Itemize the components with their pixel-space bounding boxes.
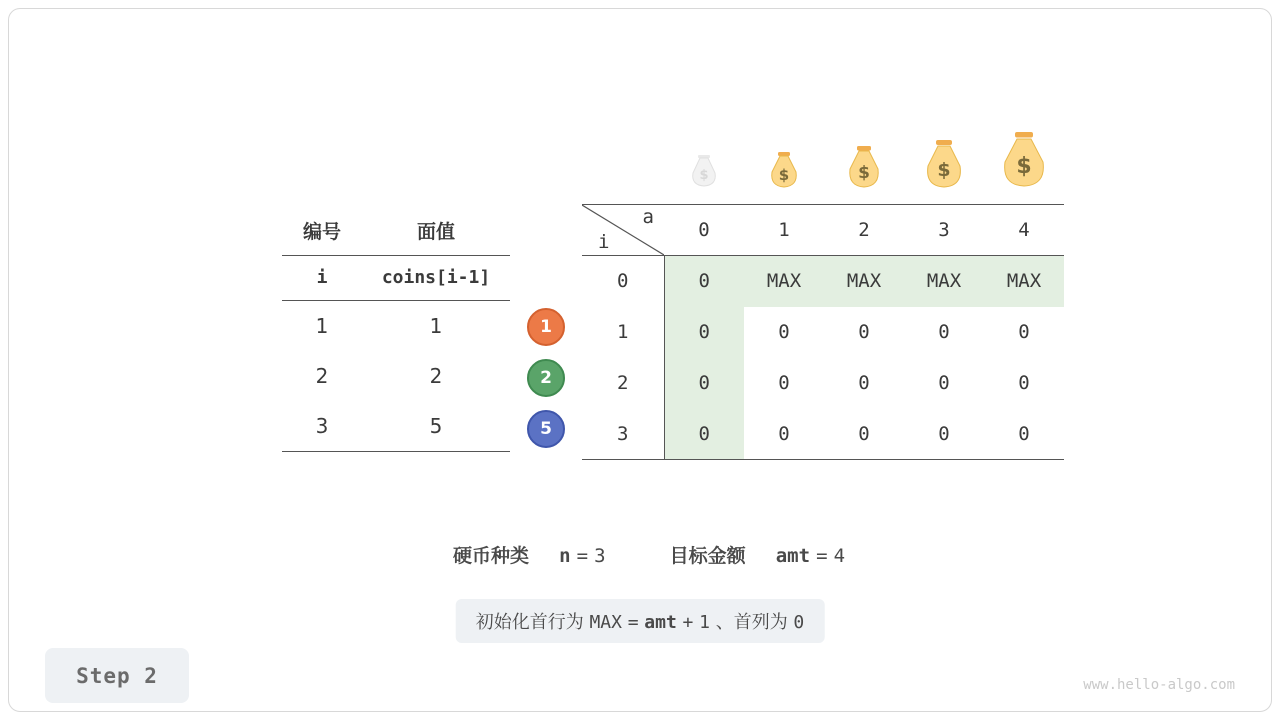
coins-table bbox=[282, 205, 510, 452]
money-bag-row bbox=[664, 127, 1064, 197]
dp-axis-label-a: a bbox=[642, 206, 654, 228]
dp-row-2 bbox=[582, 358, 1064, 409]
svg-text:$: $ bbox=[937, 159, 951, 181]
dp-col-header-2: 2 bbox=[824, 205, 904, 256]
dp-grid bbox=[582, 204, 1064, 460]
dp-cell-1-0: 0 bbox=[664, 307, 744, 358]
amt-equals: = bbox=[816, 545, 828, 567]
table-row bbox=[282, 301, 510, 352]
svg-text:$: $ bbox=[699, 168, 709, 183]
coins-subheader-i: i bbox=[282, 256, 362, 301]
dp-row-header-0: 0 bbox=[582, 256, 664, 307]
note-middle: 、首列为 bbox=[715, 612, 788, 633]
dp-cell-0-0: 0 bbox=[664, 256, 744, 307]
parameters-line bbox=[9, 541, 1280, 568]
coins-row-1-value: 2 bbox=[429, 364, 443, 388]
dp-grid-corner bbox=[582, 205, 664, 256]
dp-cell-3-2: 0 bbox=[824, 409, 904, 460]
svg-text:$: $ bbox=[778, 166, 790, 184]
note-one: 1 bbox=[699, 612, 710, 633]
dp-cell-0-4: MAX bbox=[984, 256, 1064, 307]
dp-cell-2-4: 0 bbox=[1018, 372, 1030, 394]
note-amt: amt bbox=[644, 612, 677, 633]
note-zero: 0 bbox=[793, 612, 805, 633]
n-value: 3 bbox=[594, 545, 606, 567]
watermark: www.hello-algo.com bbox=[1083, 677, 1235, 693]
coin-badge-2: 2 bbox=[527, 359, 565, 397]
dp-cell-1-2: 0 bbox=[858, 321, 870, 343]
coin-badge-5: 5 bbox=[527, 410, 565, 448]
coins-subheader-coins: coins[i-1] bbox=[362, 256, 510, 301]
dp-row-1 bbox=[582, 307, 1064, 358]
table-row bbox=[282, 351, 510, 401]
dp-row-header-1: 1 bbox=[582, 307, 664, 358]
money-bag-icon-1 bbox=[744, 149, 824, 197]
coins-row-1-index: 2 bbox=[315, 364, 329, 388]
dp-cell-1-4: 0 bbox=[1018, 321, 1030, 343]
note-plus: + bbox=[682, 612, 694, 633]
amt-variable: amt bbox=[775, 545, 811, 567]
dp-axis-label-i: i bbox=[598, 231, 610, 253]
amount-label: 目标金额 bbox=[669, 545, 746, 567]
dp-cell-2-3: 0 bbox=[938, 372, 950, 394]
note-equals: = bbox=[627, 612, 639, 633]
coins-header-value: 面值 bbox=[362, 205, 510, 256]
dp-col-header-4: 4 bbox=[984, 205, 1064, 256]
coins-header-index: 编号 bbox=[282, 205, 362, 256]
svg-text:$: $ bbox=[1016, 154, 1032, 179]
dp-cell-2-2: 0 bbox=[858, 372, 870, 394]
dp-cell-3-4: 0 bbox=[984, 409, 1064, 460]
dp-col-header-0: 0 bbox=[664, 205, 744, 256]
money-bag-icon-2 bbox=[824, 143, 904, 197]
dp-cell-3-1: 0 bbox=[744, 409, 824, 460]
coins-row-2-value: 5 bbox=[362, 401, 510, 452]
amt-value: 4 bbox=[833, 545, 846, 567]
dp-cell-2-0: 0 bbox=[664, 358, 744, 409]
init-note bbox=[456, 599, 825, 643]
coins-table-header bbox=[282, 205, 510, 256]
step-badge: Step 2 bbox=[45, 648, 189, 703]
dp-grid-header-row bbox=[582, 205, 1064, 256]
dp-cell-1-1: 0 bbox=[778, 321, 790, 343]
money-bag-icon-3 bbox=[904, 137, 984, 197]
dp-row-header-2: 2 bbox=[582, 358, 664, 409]
n-variable: n bbox=[559, 545, 571, 567]
coin-badge-1: 1 bbox=[527, 308, 565, 346]
dp-cell-0-3: MAX bbox=[904, 256, 984, 307]
note-prefix: 初始化首行为 bbox=[475, 612, 584, 633]
money-bag-icon-4 bbox=[984, 129, 1064, 197]
dp-cell-1-3: 0 bbox=[938, 321, 950, 343]
note-max: MAX bbox=[589, 612, 622, 633]
dp-row-0 bbox=[582, 256, 1064, 307]
dp-cell-3-3: 0 bbox=[904, 409, 984, 460]
dp-row-header-3: 3 bbox=[582, 409, 664, 460]
dp-cell-0-1: MAX bbox=[744, 256, 824, 307]
n-equals: = bbox=[576, 545, 589, 567]
dp-cell-3-0: 0 bbox=[664, 409, 744, 460]
dp-row-3 bbox=[582, 409, 1064, 460]
coins-row-0-index: 1 bbox=[315, 314, 329, 338]
coins-row-0-value: 1 bbox=[429, 314, 443, 338]
svg-text:$: $ bbox=[858, 163, 870, 183]
dp-col-header-1: 1 bbox=[744, 205, 824, 256]
coins-table-subheader bbox=[282, 256, 510, 301]
dp-cell-0-2: MAX bbox=[824, 256, 904, 307]
dp-cell-2-1: 0 bbox=[778, 372, 790, 394]
money-bag-icon-0 bbox=[664, 153, 744, 197]
table-row bbox=[282, 401, 510, 452]
dp-col-header-3: 3 bbox=[904, 205, 984, 256]
diagram-frame bbox=[8, 8, 1272, 712]
coin-kinds-label: 硬币种类 bbox=[452, 545, 529, 567]
coins-row-2-index: 3 bbox=[282, 401, 362, 452]
